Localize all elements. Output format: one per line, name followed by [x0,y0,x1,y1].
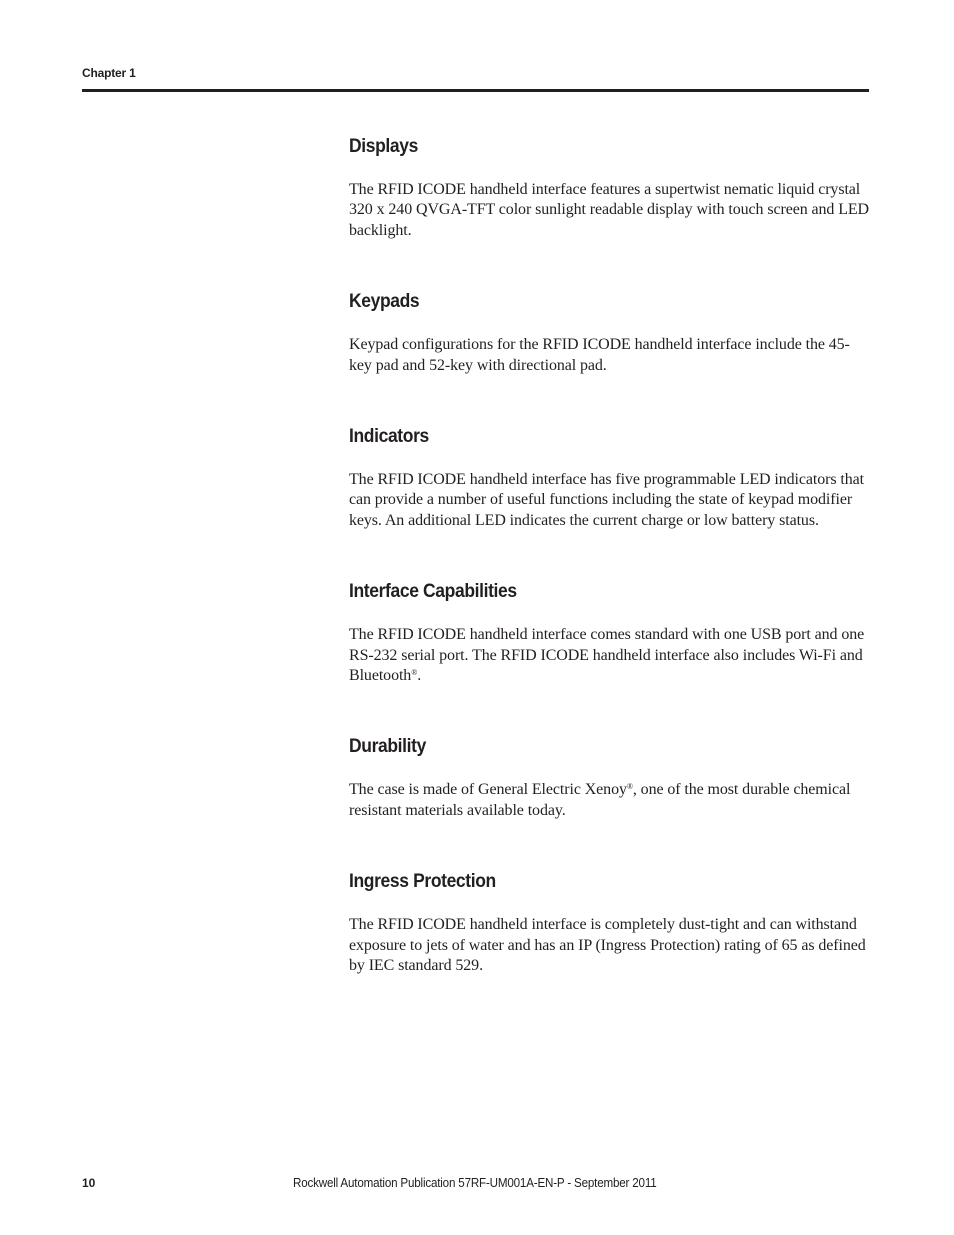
section-body [349,625,871,686]
section-heading: Indicators [349,426,429,448]
section-indicators [349,424,871,531]
section-heading: Keypads [349,291,420,313]
section-displays [349,134,871,241]
main-content [349,134,871,1025]
section-durability [349,734,871,821]
section-heading: Ingress Protection [349,871,496,893]
body-text: . [417,667,422,685]
section-body [349,780,871,821]
body-text: , one of the most durable chemical resistant materials available today. [349,781,851,819]
section-interface-capabilities [349,579,871,686]
section-heading: Durability [349,736,426,758]
section-body: The RFID ICODE handheld interface features a supertwist nematic liquid crystal 320 x 240 QVGA-TFT color sunlight readable display with touch screen and LED backlight. [349,181,869,239]
section-heading: Displays [349,136,418,157]
header-rule [82,89,869,92]
section-keypads [349,289,871,376]
page-number: 10 [82,1176,96,1190]
body-text: The case is made of General Electric Xenoy [349,781,627,799]
registered-mark: ® [626,782,633,792]
section-heading: Interface Capabilities [349,581,517,603]
publication-footer: Rockwell Automation Publication 57RF-UM001A-EN-P - September 2011 [293,1176,657,1190]
section-body: The RFID ICODE handheld interface has five programmable LED indicators that can provide a number of useful functions including the state of keypad modifier keys. An additional LED indicates the current charge or low battery status. [349,471,865,529]
running-head-chapter: Chapter 1 [82,66,136,80]
section-body: The RFID ICODE handheld interface is completely dust-tight and can withstand exposure to jets of water and has an IP (Ingress Protection) rating of 65 as defined by IEC standard 529. [349,916,866,975]
section-body: Keypad configurations for the RFID ICODE handheld interface include the 45-key pad and 52-key with directional pad. [349,336,850,374]
body-text: The RFID ICODE handheld interface comes standard with one USB port and one RS-232 serial port. The RFID ICODE handheld interface also includes Wi-Fi and Bluetooth [349,626,865,685]
registered-mark: ® [411,668,418,678]
section-ingress-protection [349,869,871,976]
